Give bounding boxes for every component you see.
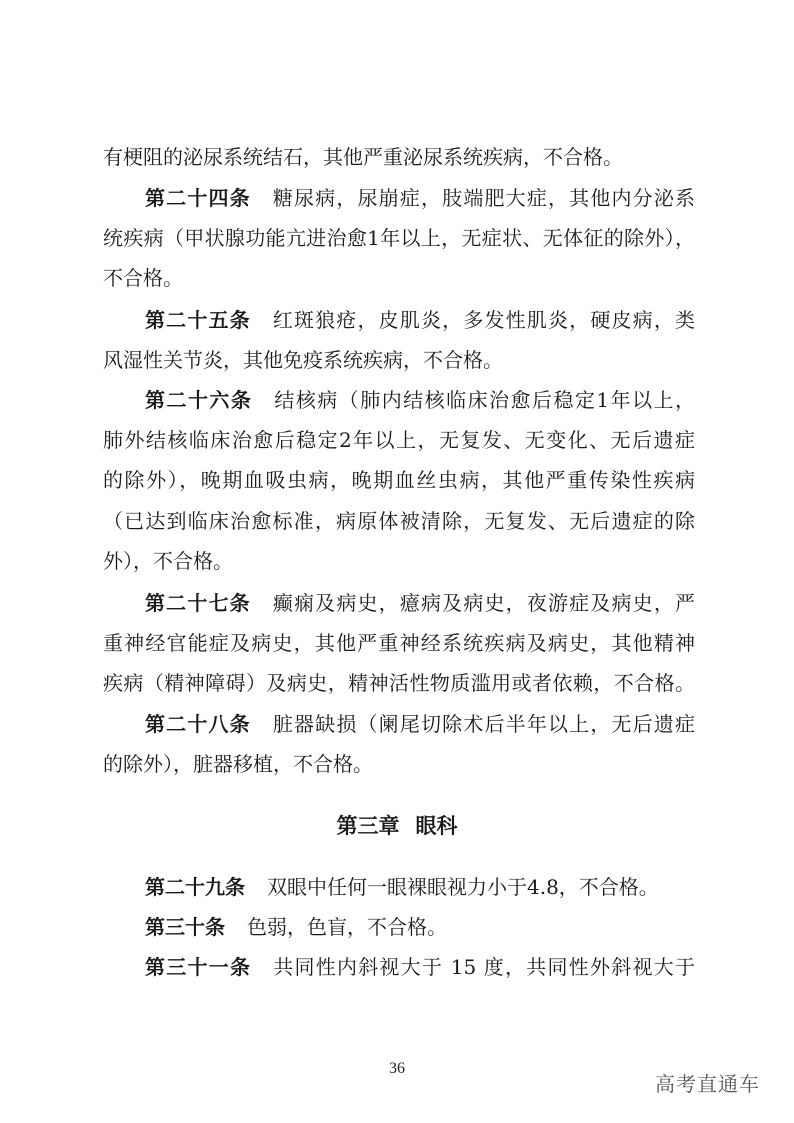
chapter-number: 第三章 <box>336 813 400 838</box>
line-text: 外），不合格。 <box>103 549 233 573</box>
article-text: 癫痫及病史，癔病及病史，夜游症及病史，严 <box>272 591 696 615</box>
line-text: 有梗阻的泌尿系统结石，其他严重泌尿系统疾病，不合格。 <box>103 145 623 169</box>
article-28 <box>145 709 695 739</box>
article-title: 第二十五条 <box>145 308 251 332</box>
line-text: 疾病（精神障碍）及病史，精神活性物质滥用或者依赖，不合格。 <box>103 671 695 695</box>
article-title: 第二十四条 <box>145 186 251 210</box>
article-25 <box>145 305 695 335</box>
article-text: 脏器缺损（阑尾切除术后半年以上，无后遗症 <box>272 712 696 736</box>
line-text: 的除外），脏器移植，不合格。 <box>103 752 373 776</box>
article-title: 第三十条 <box>145 915 225 939</box>
text-line <box>103 628 695 658</box>
article-text: 红斑狼疮，皮肌炎，多发性肌炎，硬皮病，类 <box>272 308 696 332</box>
article-text: 双眼中任何一眼裸眼视力小于4.8，不合格。 <box>267 875 659 899</box>
text-line <box>103 223 695 253</box>
text-line <box>103 263 695 293</box>
text-line <box>103 546 695 576</box>
text-line <box>103 425 695 455</box>
line-text: （已达到临床治愈标准，病原体被清除，无复发、无后遗症的除 <box>103 509 695 533</box>
line-text: 重神经官能症及病史，其他严重神经系统疾病及病史，其他精神 <box>103 631 695 655</box>
article-title: 第二十七条 <box>145 591 251 615</box>
page-number: 36 <box>389 1060 405 1077</box>
chapter-name: 眼科 <box>415 813 458 838</box>
line-text: 风湿性关节炎，其他免疫系统疾病，不合格。 <box>103 348 503 372</box>
article-title: 第二十九条 <box>145 875 245 899</box>
text-line <box>103 345 695 375</box>
article-27 <box>145 588 695 618</box>
article-title: 第二十六条 <box>145 388 253 412</box>
article-title: 第二十八条 <box>145 712 251 736</box>
line-text: 肺外结核临床治愈后稳定2年以上，无复发、无变化、无后遗症 <box>103 428 695 452</box>
text-line <box>103 506 695 536</box>
article-text: 色弱，色盲，不合格。 <box>247 915 447 939</box>
text-line <box>103 142 695 172</box>
text-line <box>103 668 695 698</box>
chapter-heading <box>0 811 794 841</box>
article-24 <box>145 183 695 213</box>
line-text: 不合格。 <box>103 266 183 290</box>
article-30 <box>145 912 695 942</box>
line-text: 统疾病（甲状腺功能亢进治愈1年以上，无症状、无体征的除外）， <box>103 226 695 250</box>
watermark-logo-text: 高考直通车 <box>655 1072 760 1096</box>
article-text: 糖尿病，尿崩症，肢端肥大症，其他内分泌系 <box>272 186 696 210</box>
article-text: 结核病（肺内结核临床治愈后稳定1年以上， <box>274 388 696 412</box>
article-26 <box>145 385 695 415</box>
line-text: 的除外），晚期血吸虫病，晚期血丝虫病，其他严重传染性疾病 <box>103 468 695 492</box>
article-text: 共同性内斜视大于 15 度，共同性外斜视大于 <box>273 955 695 979</box>
article-title: 第三十一条 <box>145 955 252 979</box>
article-31 <box>145 952 695 982</box>
text-line <box>103 465 695 495</box>
article-29 <box>145 872 695 902</box>
text-line <box>103 749 695 779</box>
